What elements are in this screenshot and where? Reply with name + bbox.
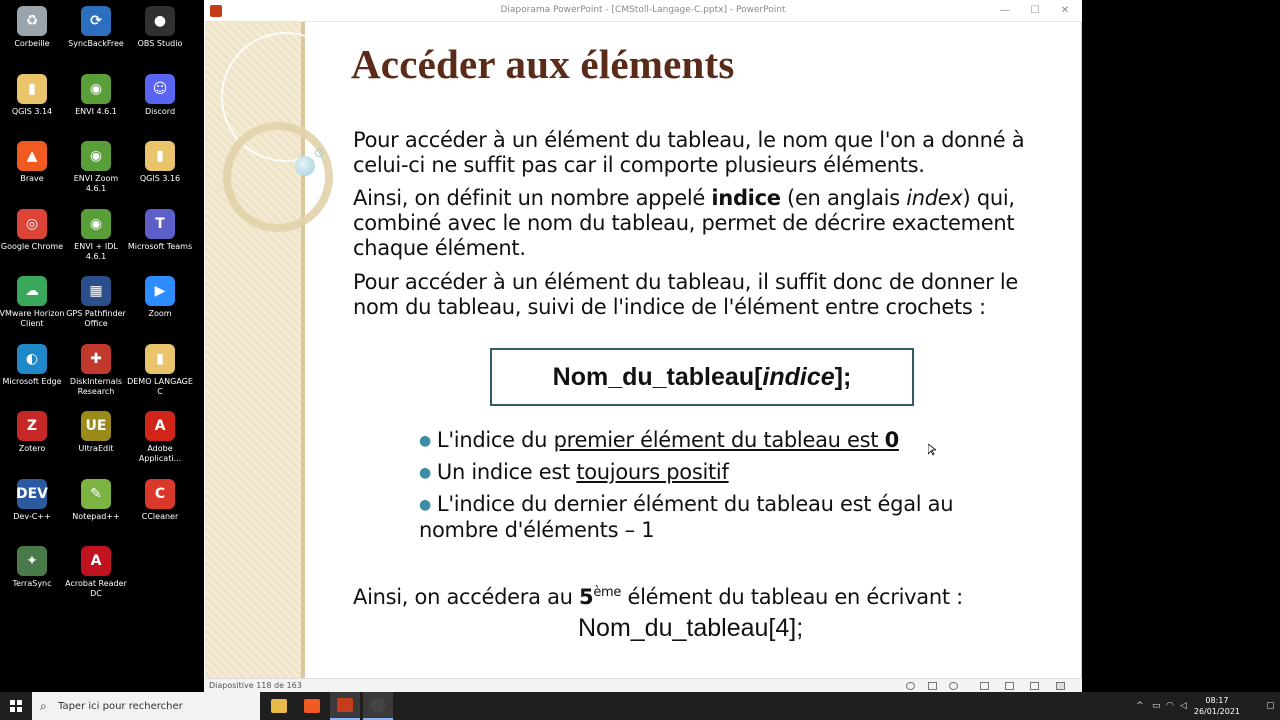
desktop-icon[interactable] (128, 479, 192, 543)
bullet-3-line2: nombre d'éléments – 1 (419, 518, 655, 542)
teams-icon: T (145, 209, 175, 239)
bullet1-text: L'indice du (436, 428, 554, 452)
bullet-dot-icon: ● (419, 465, 431, 481)
desktop-icon[interactable] (128, 6, 192, 70)
recycle-bin-icon: ♻ (17, 6, 47, 36)
search-icon: ⌕ (40, 699, 47, 713)
desktop-icon-label: Google Chrome (0, 241, 64, 251)
diskinternals-icon: ✚ (81, 344, 111, 374)
decor-circle-small (295, 156, 315, 176)
desktop-icon-label: CCleaner (141, 511, 179, 521)
brave-icon (304, 699, 320, 713)
brave-icon: ▲ (17, 141, 47, 171)
slide (205, 22, 1081, 678)
notepadpp-icon: ✎ (81, 479, 111, 509)
folder-icon: ▮ (17, 74, 47, 104)
next-icon[interactable] (949, 682, 958, 690)
edge-icon: ◐ (17, 344, 47, 374)
discord-icon: ☺ (145, 74, 175, 104)
desktop-icon-label: VMware Horizon Client (0, 309, 65, 328)
envi-idl-icon: ◉ (81, 209, 111, 239)
taskbar-powerpoint[interactable] (330, 692, 360, 720)
ccleaner-icon: C (145, 479, 175, 509)
p2-italic: index (906, 186, 963, 210)
desktop-icon-label: Acrobat Reader DC (65, 579, 127, 598)
code-a: Nom_du_tableau[ (552, 362, 763, 391)
desktop-icon-label: QGIS 3.14 (11, 106, 53, 116)
desktop-icon-label: ENVI 4.6.1 (75, 106, 117, 116)
bullet-dot-icon: ● (419, 497, 431, 513)
bullet-1 (419, 428, 899, 454)
desktop-icon[interactable] (0, 74, 64, 138)
envi-icon: ◉ (81, 74, 111, 104)
p2-bold: indice (711, 186, 781, 210)
desktop-icon[interactable] (128, 209, 192, 273)
normal-view-icon[interactable] (980, 682, 989, 690)
code-example: Nom_du_tableau[4]; (578, 614, 804, 642)
last-text-b: élément du tableau en écrivant : (621, 585, 963, 609)
desktop-icon-label: Brave (20, 174, 44, 183)
paragraph-3: Pour accéder à un élément du tableau, il suffit donc de donner le nom du tableau, suivi de l'indice de l'élément entre crochets : (353, 270, 1019, 319)
syncback-icon: ⟳ (81, 6, 111, 36)
code-b: ]; (834, 362, 852, 391)
clock-time: 08:17 (1205, 696, 1229, 705)
decor-circle-medium (223, 122, 333, 232)
obs-icon (370, 698, 386, 712)
taskbar (0, 692, 1280, 720)
zotero-icon: Z (17, 411, 47, 441)
desktop-icon-label: Adobe Applicati... (138, 444, 182, 463)
menu-icon[interactable] (928, 682, 937, 690)
gps-pathfinder-icon: ▦ (81, 276, 111, 306)
code-syntax-box (490, 348, 914, 406)
obs-icon: ● (145, 6, 175, 36)
desktop-icon-label: TerraSync (12, 579, 52, 588)
bullet3-line1: L'indice du dernier élément du tableau est égal au (436, 492, 954, 516)
desktop-icon[interactable] (0, 6, 64, 70)
slide-title: Accéder aux éléments (351, 41, 735, 87)
bullet-2 (419, 460, 729, 486)
last-text-a: Ainsi, on accédera au (353, 585, 580, 609)
desktop-icon[interactable] (128, 276, 192, 340)
desktop-icon[interactable] (64, 344, 128, 408)
taskbar-obs[interactable] (363, 692, 393, 720)
notifications-icon[interactable]: ▢ (1266, 701, 1275, 711)
decor-circle-tiny (315, 149, 323, 157)
p2-text-b: (en anglais (780, 186, 907, 210)
bullet-3 (419, 492, 953, 518)
network-icon[interactable]: ▭ (1152, 701, 1161, 711)
start-button[interactable] (10, 700, 22, 712)
taskbar-file-explorer[interactable] (264, 692, 294, 720)
bullet1-bold: 0 (884, 428, 899, 452)
envi-zoom-icon: ◉ (81, 141, 111, 171)
tray-chevron-icon[interactable]: ^ (1136, 701, 1144, 711)
desktop-icon-label: Dev-C++ (13, 511, 51, 521)
bullet2-underlined: toujours positif (576, 460, 729, 484)
folder-icon: ▮ (145, 344, 175, 374)
p2-text-a: Ainsi, on définit un nombre appelé (353, 186, 712, 210)
desktop-icon[interactable] (64, 411, 128, 475)
desktop-icon-label: ENVI Zoom 4.6.1 (73, 174, 119, 193)
mouse-pointer-icon (928, 444, 936, 456)
slideshow-icon[interactable] (1056, 682, 1065, 690)
desktop-icon[interactable] (0, 209, 64, 273)
desktop-icon-label: DiskInternals Research (69, 376, 123, 396)
close-button[interactable]: ✕ (1060, 5, 1070, 16)
desktop-icon-label: Microsoft Teams (127, 241, 193, 251)
desktop-icon-label: Notepad++ (72, 511, 120, 521)
desktop-icon-label: SyncBackFree (68, 39, 124, 48)
desktop-icon[interactable] (0, 344, 64, 408)
desktop-icon[interactable] (64, 546, 128, 610)
desktop-icon[interactable] (0, 479, 64, 543)
folder-icon (271, 699, 287, 713)
devcpp-icon: DEV (17, 479, 47, 509)
paragraph-1: Pour accéder à un élément du tableau, le nom que l'on a donné à celui-ci ne suffit pas car il comporte plusieurs éléments. (353, 128, 1025, 177)
desktop-icon-label: GPS Pathfinder Office (66, 309, 126, 328)
wifi-icon[interactable]: ◠ (1166, 701, 1174, 711)
desktop-icon[interactable] (0, 546, 64, 610)
desktop-icon[interactable] (128, 141, 192, 205)
reading-view-icon[interactable] (1030, 682, 1039, 690)
desktop-icon[interactable] (128, 74, 192, 138)
minimize-button[interactable]: — (1000, 5, 1010, 16)
desktop-icon-label: UltraEdit (78, 444, 114, 453)
powerpoint-window (204, 0, 1082, 692)
title-bar (204, 0, 1082, 22)
chrome-icon: ◎ (17, 209, 47, 239)
p2-text-c: ) qui, combiné avec le nom du tableau, permet de décrire exactement chaque élément. (353, 186, 1015, 260)
window-title: Diaporama PowerPoint - [CMStoll-Langage-C.pptx] - PowerPoint (500, 5, 786, 15)
desktop-icon[interactable] (128, 411, 192, 475)
desktop-icon[interactable] (64, 276, 128, 340)
terrasync-icon: ✦ (17, 546, 47, 576)
desktop-icon-label: Zoom (148, 309, 172, 318)
paragraph-2 (353, 186, 1053, 261)
status-bar (204, 678, 1082, 692)
desktop-icon-label: Discord (144, 106, 176, 116)
folder-icon: ▮ (145, 141, 175, 171)
search-placeholder: Taper ici pour rechercher (58, 700, 183, 712)
adobe-icon: A (145, 411, 175, 441)
desktop-icon-label: ENVI + IDL 4.6.1 (74, 241, 118, 261)
desktop-icon[interactable] (64, 209, 128, 273)
acrobat-icon: A (81, 546, 111, 576)
bullet-dot-icon: ● (419, 433, 431, 449)
last-sup: ème (593, 585, 622, 600)
desktop-icon[interactable] (64, 141, 128, 205)
desktop-icon[interactable] (0, 276, 64, 340)
taskbar-search[interactable] (32, 692, 260, 720)
system-tray (1130, 692, 1280, 720)
ultraedit-icon: UE (81, 411, 111, 441)
powerpoint-icon (337, 698, 353, 712)
desktop-icon[interactable] (64, 6, 128, 70)
slide-counter: Diapositive 118 de 163 (209, 681, 302, 690)
desktop-icon[interactable] (0, 141, 64, 205)
desktop-icon-label: Corbeille (14, 39, 50, 48)
desktop-icon[interactable] (128, 344, 192, 408)
bullet2-text: Un indice est (436, 460, 577, 484)
desktop-icon[interactable] (64, 74, 128, 138)
clock-date: 26/01/2021 (1193, 707, 1240, 716)
previous-icon[interactable] (906, 682, 915, 690)
desktop-icon[interactable] (64, 479, 128, 543)
desktop-icon[interactable] (0, 411, 64, 475)
clock[interactable] (1194, 695, 1240, 717)
code-italic: indice (762, 362, 835, 391)
volume-icon[interactable]: ◁ (1180, 701, 1187, 711)
desktop-icon-label: QGIS 3.16 (139, 174, 181, 183)
desktop-icon-label: OBS Studio (137, 39, 183, 48)
taskbar-brave[interactable] (297, 692, 327, 720)
vmware-icon: ☁ (17, 276, 47, 306)
bullet1-underlined: premier élément du tableau est (553, 428, 885, 452)
maximize-button[interactable]: ☐ (1030, 5, 1040, 16)
desktop-icon-label: Microsoft Edge (2, 376, 62, 386)
slide-sorter-icon[interactable] (1005, 682, 1014, 690)
desktop-icon-label: DEMO LANGAGE C (127, 376, 193, 396)
desktop-icon-label: Zotero (18, 444, 46, 453)
zoom-icon: ▶ (145, 276, 175, 306)
paragraph-last (353, 580, 1053, 610)
last-bold: 5 (579, 585, 594, 609)
